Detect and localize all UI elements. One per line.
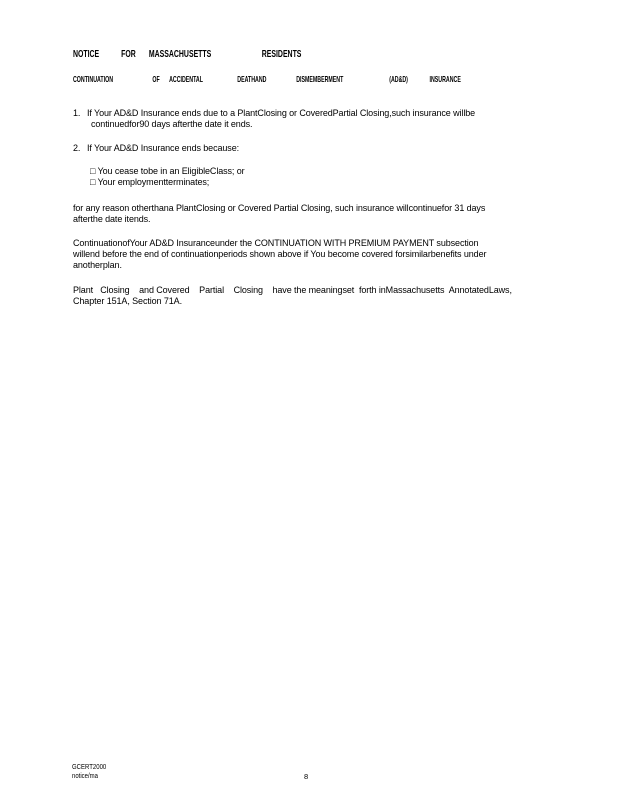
paragraph-line: ContinuationofYour AD&D Insuranceunder the CONTINUATION WITH PREMIUM PAYMENT subsection [73, 238, 479, 248]
list-item-1-line2: continuedfor90 days afterthe date it ends. [91, 119, 253, 129]
footer-form-code: GCERT2000 [72, 762, 107, 771]
paragraph-line: willend before the end of continuationperiods shown above if You become covered forsimilarbenefits under [73, 249, 487, 259]
title-word-for: FOR [121, 48, 136, 60]
bullet-item: □ Your employmentterminates; [90, 177, 210, 187]
subtitle-word-dismemberment: DISMEMBERMENT [296, 74, 344, 84]
paragraph-line: anotherplan. [73, 260, 122, 270]
subtitle-word-of: OF [152, 74, 160, 84]
footer-reference: notice/ma [72, 771, 99, 780]
paragraph-continuation-period [73, 203, 573, 225]
paragraph-line: Plant Closing and Covered Partial Closing have the meaningset forth inMassachusetts AnnotatedLaws, [73, 285, 512, 295]
list-item-2 [73, 143, 573, 154]
title-word-residents: RESIDENTS [261, 48, 302, 60]
page-footer [72, 762, 106, 780]
paragraph-line: for any reason otherthana PlantClosing or Covered Partial Closing, such insurance willcontinuefor 31 days [73, 203, 486, 213]
paragraph-line: Chapter 151A, Section 71A. [73, 296, 182, 306]
bullet-item: □ You cease tobe in an EligibleClass; or [90, 166, 245, 176]
list-item-2-text: If Your AD&D Insurance ends because: [87, 143, 240, 153]
list-item-1 [73, 108, 573, 130]
subtitle-word-continuation: CONTINUATION [73, 74, 114, 84]
subtitle-word-death-and: DEATHAND [237, 74, 267, 84]
list-number-1: 1. [73, 108, 81, 118]
list-item-1-line1: If Your AD&D Insurance ends due to a PlantClosing or CoveredPartial Closing,such insurance willbe [87, 108, 476, 118]
title-word-notice: NOTICE [73, 48, 100, 60]
paragraph-line: afterthe date itends. [73, 214, 151, 224]
page-number: 8 [304, 772, 309, 781]
subtitle-word-add: (AD&D) [389, 74, 408, 84]
subtitle-word-accidental: ACCIDENTAL [169, 74, 203, 84]
paragraph-premium-payment [73, 238, 573, 271]
title-word-massachusetts: MASSACHUSETTS [148, 48, 212, 60]
bullet-list [90, 166, 590, 188]
paragraph-definitions [73, 285, 573, 307]
subtitle-word-insurance: INSURANCE [429, 74, 461, 84]
list-number-2: 2. [73, 143, 81, 153]
